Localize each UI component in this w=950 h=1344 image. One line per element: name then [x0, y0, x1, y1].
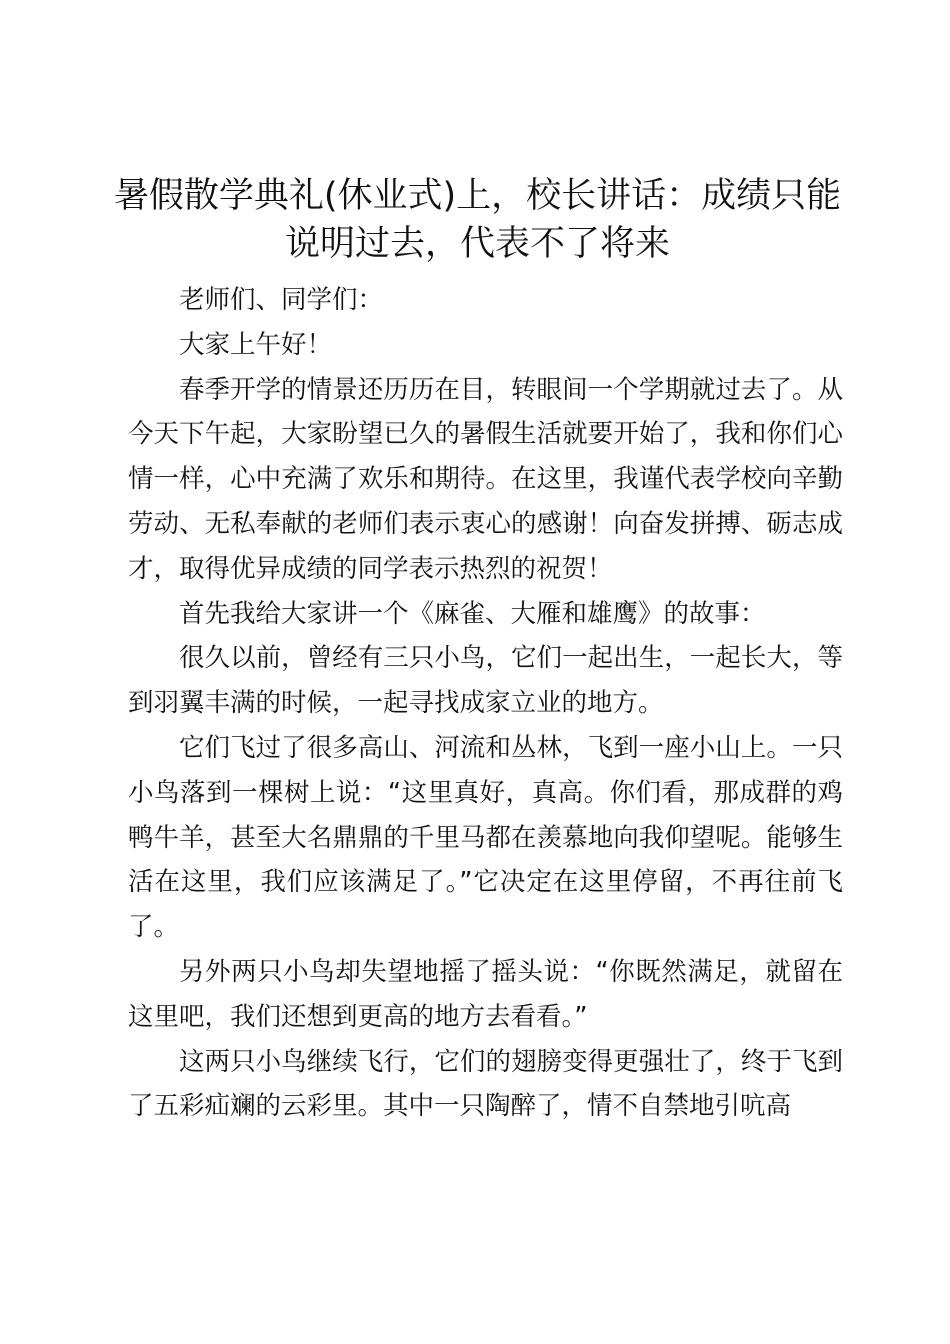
document-title: 暑假散学典礼(休业式)上，校长讲话：成绩只能说明过去，代表不了将来: [113, 176, 842, 264]
paragraph-story-4: 这两只小鸟继续飞行，它们的翅膀变得更强壮了，终于飞到了五彩疝斓的云彩里。其中一只陶醉了，情不自禁地引吭高: [128, 1046, 843, 1122]
paragraph-story-1: 很久以前，曾经有三只小鸟，它们一起出生，一起长大，等到羽翼丰满的时候，一起寻找成家立业的地方。: [128, 643, 843, 719]
paragraph-story-3: 另外两只小鸟却失望地摇了摇头说：“你既然满足，就留在这里吧，我们还想到更高的地方去看看。”: [128, 956, 843, 1032]
paragraph-story-intro: 首先我给大家讲一个《麻雀、大雁和雄鹰》的故事：: [179, 598, 766, 629]
paragraph-opening: 春季开学的情景还历历在目，转眼间一个学期就过去了。从今天下午起，大家盼望已久的暑假生活就要开始了，我和你们心情一样，心中充满了欢乐和期待。在这里，我谨代表学校向辛勤劳动、无私奉献的老师们表示衷心的感谢！向奋发拼搏、砺志成才，取得优异成绩的同学表示热烈的祝贺！: [128, 374, 843, 584]
document-body: [128, 278, 843, 1129]
paragraph-salutation: 大家上午好！: [179, 329, 333, 360]
paragraph-greeting: 老师们、同学们：: [179, 285, 384, 315]
paragraph-story-2: 它们飞过了很多高山、河流和丛林，飞到一座小山上。一只小鸟落到一棵树上说：“这里真好，真高。你们看，那成群的鸡鸭牛羊，甚至大名鼎鼎的千里马都在羡慕地向我仰望呢。能够生活在这里，我们应该满足了。”它决定在这里停留，不再往前飞了。: [128, 732, 843, 943]
